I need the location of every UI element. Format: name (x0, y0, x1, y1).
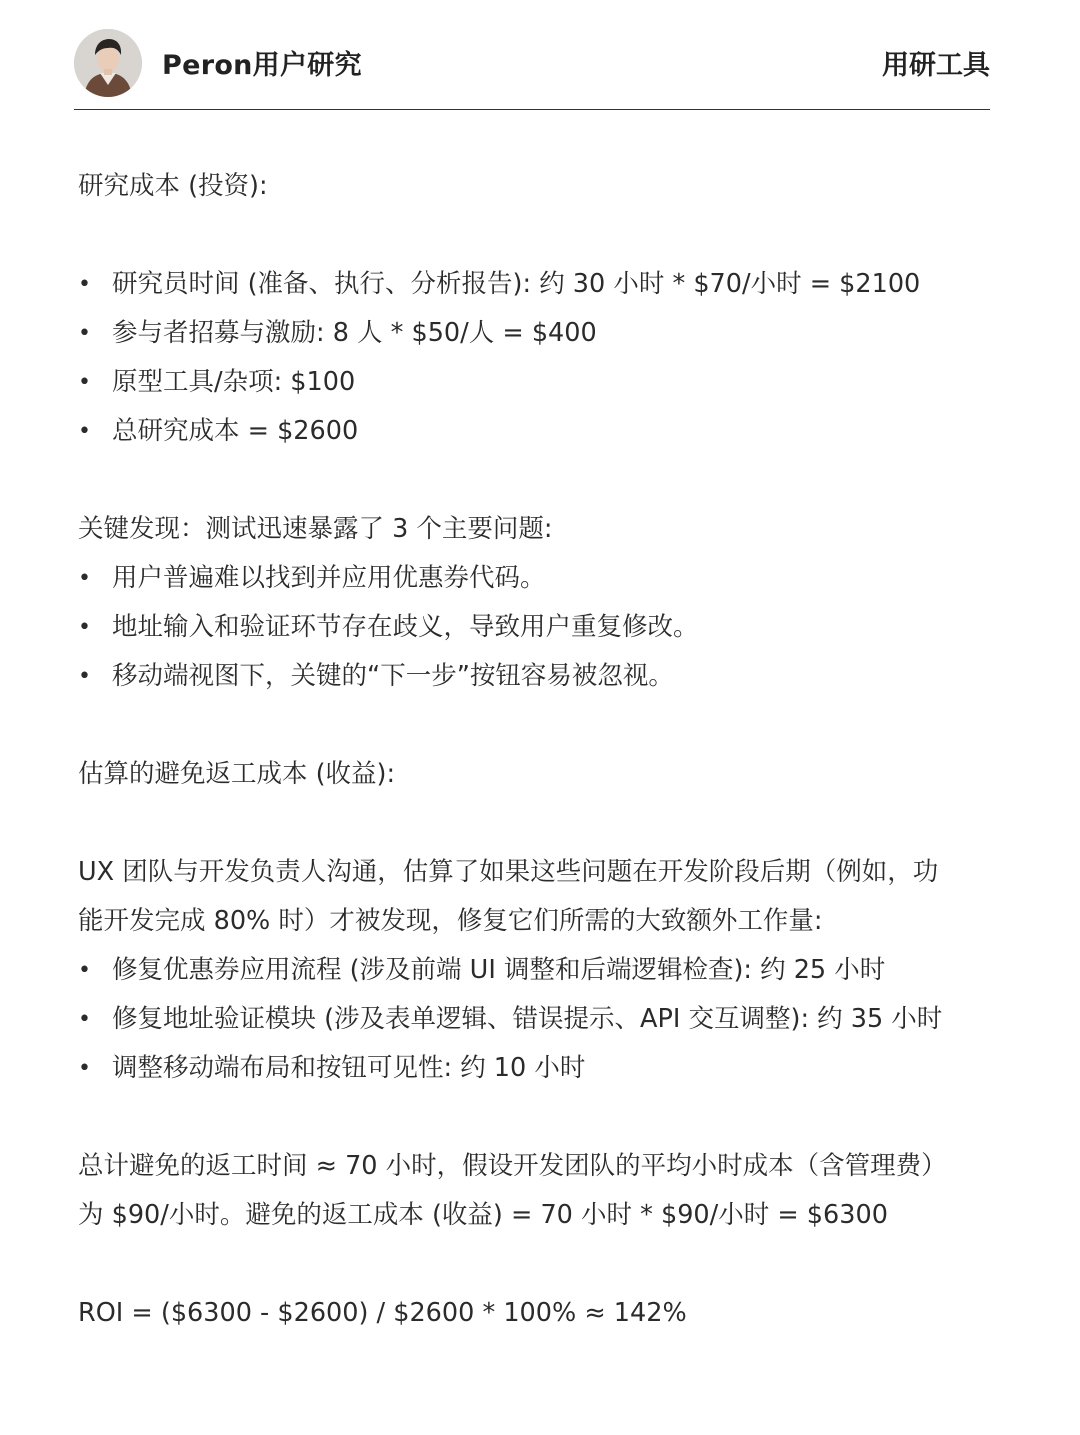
cost-heading: 研究成本 (投资): (78, 171, 268, 201)
list-item: • 参与者招募与激励: 8 人 * $50/人 = $400 (78, 309, 958, 358)
findings-list (78, 554, 958, 701)
cost-list (78, 260, 958, 456)
benefit-list (78, 946, 958, 1093)
list-item: • 原型工具/杂项: $100 (78, 358, 958, 407)
brand[interactable] (74, 29, 362, 97)
list-item: • 修复优惠券应用流程 (涉及前端 UI 调整和后端逻辑检查): 约 25 小时 (78, 946, 958, 995)
list-item: • 调整移动端布局和按钮可见性: 约 10 小时 (78, 1044, 958, 1093)
avatar[interactable] (74, 29, 142, 97)
roi-formula: ROI = ($6300 - $2600) / $2600 * 100% ≈ 142% (78, 1298, 687, 1328)
list-item: • 总研究成本 = $2600 (78, 407, 958, 456)
findings-heading: 关键发现：测试迅速暴露了 3 个主要问题: (78, 514, 553, 544)
list-item: • 移动端视图下，关键的“下一步”按钮容易被忽视。 (78, 652, 958, 701)
list-item: • 修复地址验证模块 (涉及表单逻辑、错误提示、API 交互调整): 约 35 小时 (78, 995, 958, 1044)
benefit-intro: UX 团队与开发负责人沟通，估算了如果这些问题在开发阶段后期（例如，功能开发完成 80% 时）才被发现，修复它们所需的大致额外工作量: (78, 857, 939, 936)
list-item: • 研究员时间 (准备、执行、分析报告): 约 30 小时 * $70/小时 = $2100 (78, 260, 958, 309)
avatar-image (74, 29, 142, 97)
brand-name: Peron用户研究 (162, 50, 362, 81)
list-item: • 用户普遍难以找到并应用优惠券代码。 (78, 554, 958, 603)
benefit-heading: 估算的避免返工成本 (收益): (78, 759, 396, 789)
page-header (74, 28, 990, 110)
total-summary: 总计避免的返工时间 ≈ 70 小时，假设开发团队的平均小时成本（含管理费）为 $90/小时。避免的返工成本 (收益) = 70 小时 * $90/小时 = $6300 (78, 1151, 947, 1230)
list-item: • 地址输入和验证环节存在歧义，导致用户重复修改。 (78, 603, 958, 652)
tools-link[interactable]: 用研工具 (882, 50, 990, 81)
article-body (78, 162, 958, 1338)
